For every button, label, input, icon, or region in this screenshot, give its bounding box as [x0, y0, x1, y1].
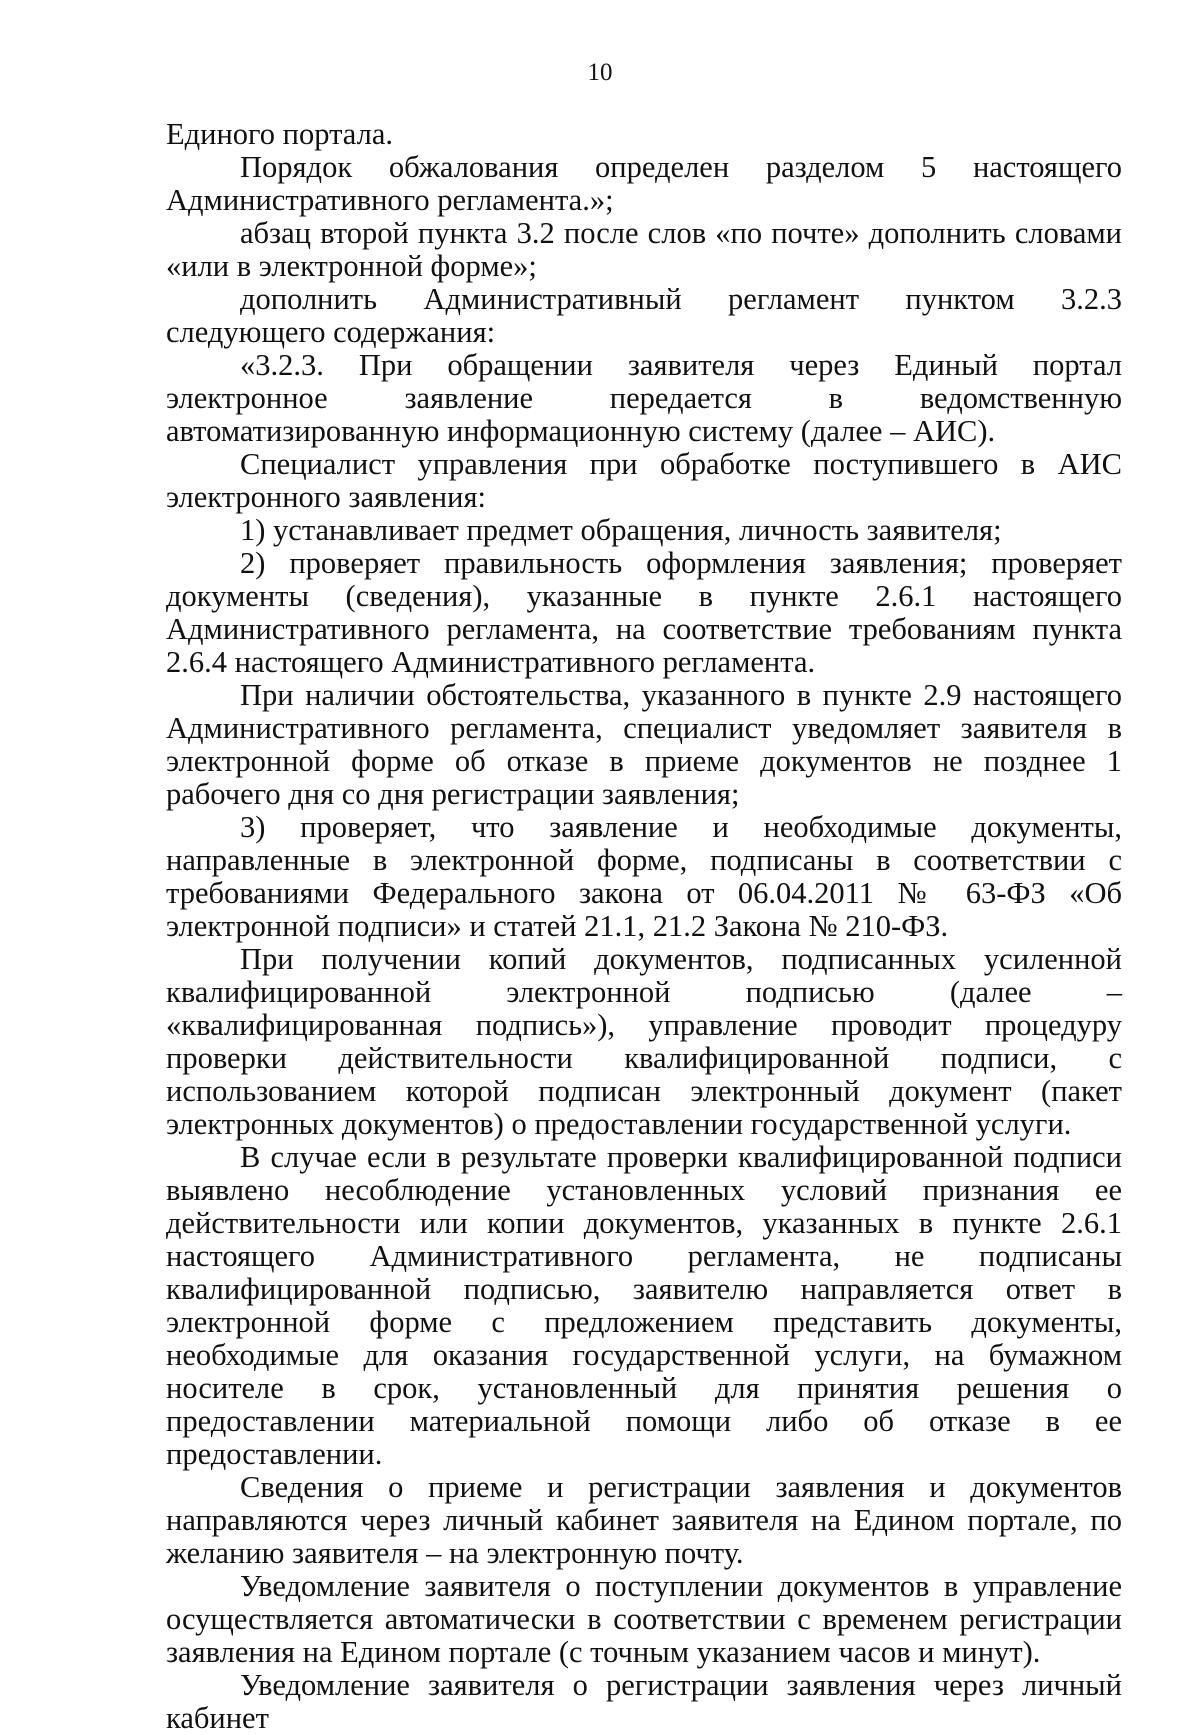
paragraph: Единого портала. [166, 117, 393, 151]
paragraph: При наличии обстоятельства, указанного в пункте 2.9 настоящего Административного регламента, специалист уведомляет заявителя в электронной форме об отказе в приеме документов не позднее 1 рабочего дня со дня регистрации заявления; [166, 678, 1122, 811]
paragraph: Уведомление заявителя о регистрации заявления через личный кабинет [166, 1668, 1122, 1735]
paragraph: В случае если в результате проверки квалифицированной подписи выявлено несоблюдение установленных условий признания ее действительности или копии документов, указанных в пункте 2.6.1 настоящего Административного регламента, не подписаны квалифицированной подписью, заявителю направляется ответ в электронной форме с предложением представить документы, необходимые для оказания государственной услуги, на бумажном носителе в срок, установленный для принятия решения о предоставлении материальной помощи либо об отказе в ее предоставлении. [166, 1140, 1122, 1471]
paragraph: 2) проверяет правильность оформления заявления; проверяет документы (сведения), указанные в пункте 2.6.1 настоящего Административного регламента, на соответствие требованиям пункта 2.6.4 настоящего Административного регламента. [166, 546, 1122, 679]
paragraph: Сведения о приеме и регистрации заявления и документов направляются через личный кабинет заявителя на Едином портале, по желанию заявителя – на электронную почту. [166, 1470, 1122, 1570]
paragraph: 1) устанавливает предмет обращения, личность заявителя; [240, 513, 1002, 547]
paragraph: «3.2.3. При обращении заявителя через Единый портал электронное заявление передается в ведомственную автоматизированную информационную систему (далее – АИС). [166, 348, 1122, 448]
page-number: 10 [587, 59, 613, 86]
document-body [166, 118, 1122, 1735]
paragraph: Порядок обжалования определен разделом 5 настоящего Административного регламента.»; [166, 150, 1122, 217]
paragraph: Уведомление заявителя о поступлении документов в управление осуществляется автоматически в соответствии с временем регистрации заявления на Едином портале (с точным указанием часов и минут). [166, 1569, 1122, 1669]
paragraph: дополнить Административный регламент пунктом 3.2.3 следующего содержания: [166, 282, 1122, 349]
paragraph: абзац второй пункта 3.2 после слов «по почте» дополнить словами «или в электронной форме»; [166, 216, 1122, 283]
paragraph: 3) проверяет, что заявление и необходимые документы, направленные в электронной форме, подписаны в соответствии с требованиями Федерального закона от 06.04.2011 № 63-ФЗ «Об электронной подписи» и статей 21.1, 21.2 Закона № 210-ФЗ. [166, 810, 1122, 943]
paragraph: Специалист управления при обработке поступившего в АИС электронного заявления: [166, 447, 1122, 514]
paragraph: При получении копий документов, подписанных усиленной квалифицированной электронной подписью (далее – «квалифицированная подпись»), управление проводит процедуру проверки действительности квалифицированной подписи, с использованием которой подписан электронный документ (пакет электронных документов) о предоставлении государственной услуги. [166, 942, 1122, 1141]
